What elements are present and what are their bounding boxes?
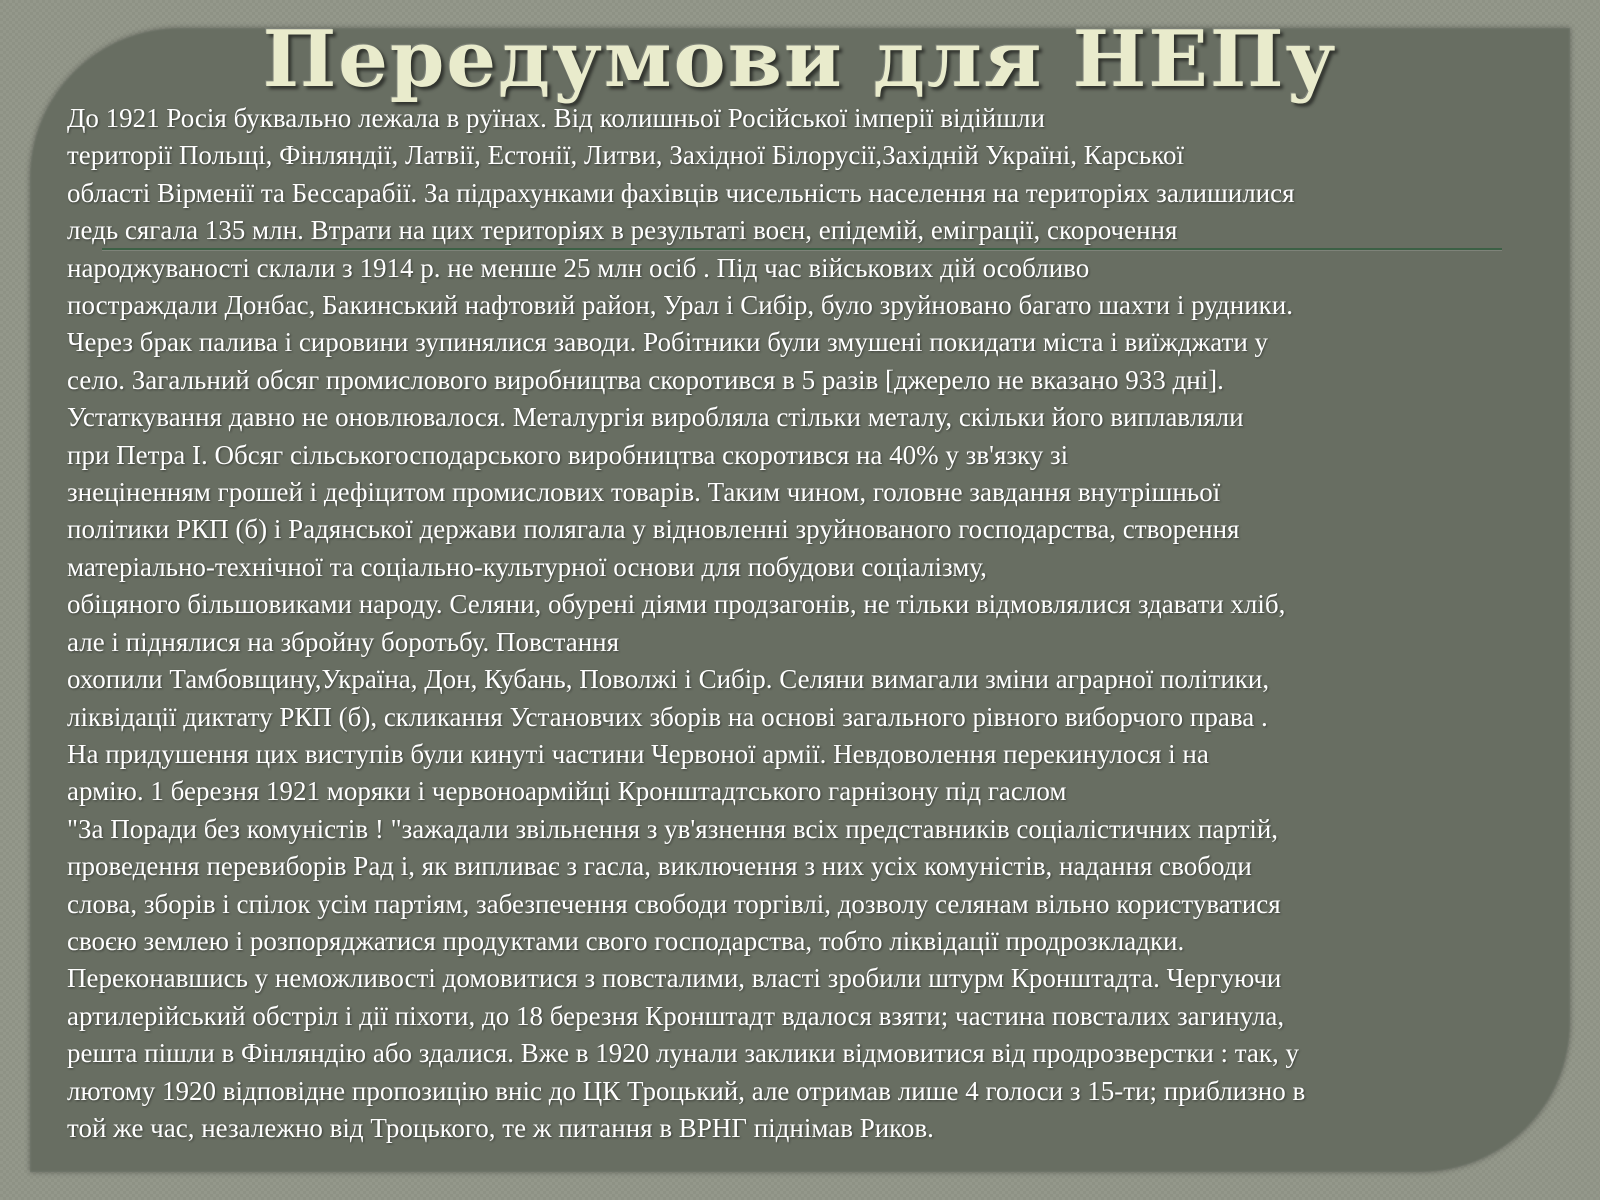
text-line: армію. 1 березня 1921 моряки і червоноармійці Кронштадтського гарнізону під гаслом [67,776,1067,807]
text-line: постраждали Донбас, Бакинський нафтовий район, Урал і Сибір, було зруйновано багато шахти і рудники. [67,290,1293,321]
text-line: той же час, незалежно від Троцького, те ж питання в ВРНГ піднімав Риков. [67,1112,934,1143]
text-line: село. Загальний обсяг промислового виробництва скоротився в 5 разів [джерело не вказано 933 дні]. [67,364,1224,395]
text-line: Переконавшись у неможливості домовитися з повсталими, власті зробили штурм Кронштадта. Чергуючи [67,963,1282,994]
text-line: території Польщі, Фінляндії, Латвії, Естонії, Литви, Західної Білорусії,Західній Україні, Карської [67,140,1184,171]
text-line: "За Поради без комуністів ! "зажадали звільнення з ув'язнення всіх представників соціалістичних партій, [67,813,1279,844]
text-line: слова, зборів і спілок усім партіям, забезпечення свободи торгівлі, дозволу селянам вільно користуватися [67,888,1281,919]
text-line: але і піднялися на збройну боротьбу. Повстання [67,626,620,657]
text-line: народжуваності склали з 1914 р. не менше 25 млн осіб . Під час військових дій особливо [67,252,1090,283]
slide-title: Передумови для НЕПу [262,14,1338,105]
text-line: проведення перевиборів Рад і, як випливає з гасла, виключення з них усіх комуністів, надання свободи [67,851,1252,882]
text-line: при Петра І. Обсяг сільськогосподарського виробництва скоротився на 40% у зв'язку зі [67,439,1069,470]
text-line: знеціненням грошей і дефіцитом промислових товарів. Таким чином, головне завдання внутрішньої [67,477,1221,508]
body-text [67,100,1582,1147]
text-line: матеріально-технічної та соціально-культурної основи для побудови соціалізму, [67,551,987,582]
text-line: ліквідації диктату РКП (б), скликання Установчих зборів на основі загального рівного виборчого права . [67,701,1268,732]
text-line: Через брак палива і сировини зупинялися заводи. Робітники були змушені покидати міста і виїжджати у [67,327,1269,358]
text-line: На придушення цих виступів були кинуті частини Червоної армії. Невдоволення перекинулося і на [67,738,1209,769]
text-line: області Вірменії та Бессарабії. За підрахунками фахівців чисельність населення на територіях залишилися [67,177,1295,208]
text-line: До 1921 Росія буквально лежала в руїнах. Від колишньої Російської імперії відійшли [67,103,1045,133]
text-line: решта пішли в Фінляндію або здалися. Вже в 1920 лунали заклики відмовитися від продрозверстки : так, у [67,1038,1300,1069]
text-line: обіцяного більшовиками народу. Селяни, обурені діями продзагонів, не тільки відмовлялися здавати хліб, [67,589,1286,620]
text-line: своєю землею і розпоряджатися продуктами свого господарства, тобто ліквідації продрозкладки. [67,925,1185,956]
text-line: ледь сягала 135 млн. Втрати на цих територіях в результаті воєн, епідемій, еміграції, скорочення [67,215,1178,246]
text-line: Устаткування давно не оновлювалося. Металургія виробляла стільки металу, скільки його виплавляли [67,402,1244,433]
text-line: лютому 1920 відповідне пропозицію вніс до ЦК Троцький, але отримав лише 4 голоси з 15-ти; приблизно в [67,1075,1306,1106]
text-line: політики РКП (б) і Радянської держави полягала у відновленні зруйнованого господарства, створення [67,514,1240,545]
text-line: охопили Тамбовщину,Україна, Дон, Кубань, Поволжі і Сибір. Селяни вимагали зміни аграрної політики, [67,664,1270,695]
text-line: артилерійський обстріл і дії піхоти, до 18 березня Кронштадт вдалося взяти; частина повсталих загинула, [67,1000,1285,1031]
